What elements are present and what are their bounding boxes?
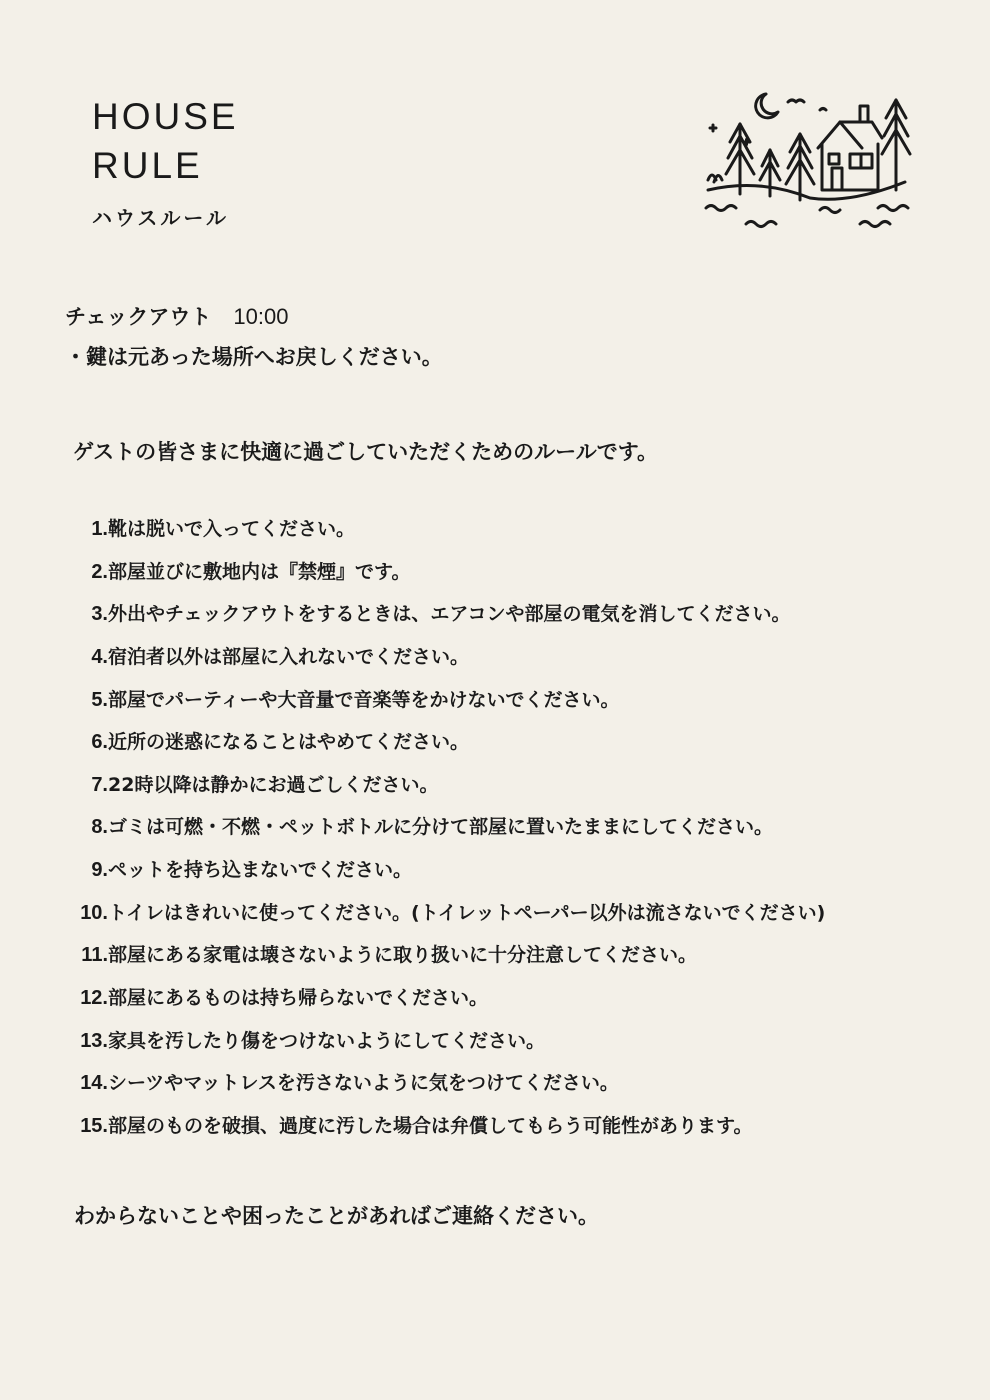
rule-item (72, 721, 825, 764)
checkout-line (65, 297, 443, 337)
rule-item (72, 679, 825, 722)
rule-number: 2. (91, 560, 108, 583)
page-subtitle: ハウスルール (92, 206, 229, 230)
rule-text: 宿泊者以外は部屋に入れないでください。 (108, 645, 470, 668)
rule-item (72, 977, 825, 1020)
rule-item (72, 508, 825, 551)
rule-item (72, 1020, 825, 1063)
footer-text: わからないことや困ったことがあればご連絡ください。 (74, 1204, 599, 1228)
rule-item (72, 1062, 825, 1105)
rule-number: 11. (81, 944, 108, 967)
rule-number: 12. (80, 987, 108, 1010)
rule-text: 部屋並びに敷地内は『禁煙』です。 (108, 560, 411, 583)
rule-number: 9. (91, 859, 108, 882)
rule-item (72, 764, 825, 807)
rule-number: 1. (91, 518, 108, 540)
intro-text: ゲストの皆さまに快適に過ごしていただくためのルールです。 (73, 440, 659, 464)
checkout-section (65, 297, 443, 377)
rule-number: 4. (91, 645, 108, 668)
rule-text: 靴は脱いで入ってください。 (108, 518, 356, 540)
rule-text: 部屋にある家電は壊さないように取り扱いに十分注意してください。 (108, 944, 698, 967)
rule-number: 13. (80, 1029, 108, 1052)
rule-number: 8. (91, 816, 108, 839)
rule-item (72, 636, 825, 679)
rule-item (72, 849, 825, 892)
page-title-line2: RULE (92, 145, 203, 186)
checkout-time: 10:00 (233, 304, 289, 329)
rule-number: 3. (91, 603, 108, 626)
rule-item (72, 934, 825, 977)
rule-item (72, 593, 825, 636)
rule-item (72, 1105, 825, 1148)
rule-text: 部屋にあるものは持ち帰らないでください。 (108, 987, 489, 1010)
rule-text: 家具を汚したり傷をつけないようにしてください。 (108, 1029, 546, 1052)
cabin-forest-icon (700, 86, 915, 234)
rule-number: 10. (80, 901, 108, 924)
rule-item (72, 551, 825, 594)
rule-text: 近所の迷惑になることはやめてください。 (108, 731, 470, 754)
rule-text: シーツやマットレスを汚さないように気をつけてください。 (108, 1072, 619, 1095)
rule-item (72, 892, 825, 935)
page-title-line1: HOUSE (92, 96, 239, 137)
title-block (92, 92, 239, 231)
rule-number: 7. (91, 773, 108, 796)
rule-number: 14. (80, 1072, 108, 1095)
rule-number: 15. (80, 1114, 108, 1137)
rules-list (72, 508, 825, 1148)
rule-number: 6. (91, 731, 108, 754)
checkout-label: チェックアウト (65, 305, 212, 329)
checkout-note: ・鍵は元あった場所へお戻しください。 (65, 345, 443, 369)
rule-text: 外出やチェックアウトをするときは、エアコンや部屋の電気を消してください。 (108, 603, 791, 626)
rule-text: トイレはきれいに使ってください。(トイレットペーパー以外は流さないでください) (108, 901, 826, 924)
rule-text: 部屋でパーティーや大音量で音楽等をかけないでください。 (108, 688, 620, 711)
rule-item (72, 806, 825, 849)
rule-text: 部屋のものを破損、過度に汚した場合は弁償してもらう可能性があります。 (108, 1114, 753, 1137)
rule-number: 5. (91, 688, 108, 711)
rule-text: 22時以降は静かにお過ごしください。 (108, 773, 439, 796)
rule-text: ペットを持ち込まないでください。 (108, 859, 413, 882)
rule-text: ゴミは可燃・不燃・ペットボトルに分けて部屋に置いたままにしてください。 (108, 816, 774, 839)
